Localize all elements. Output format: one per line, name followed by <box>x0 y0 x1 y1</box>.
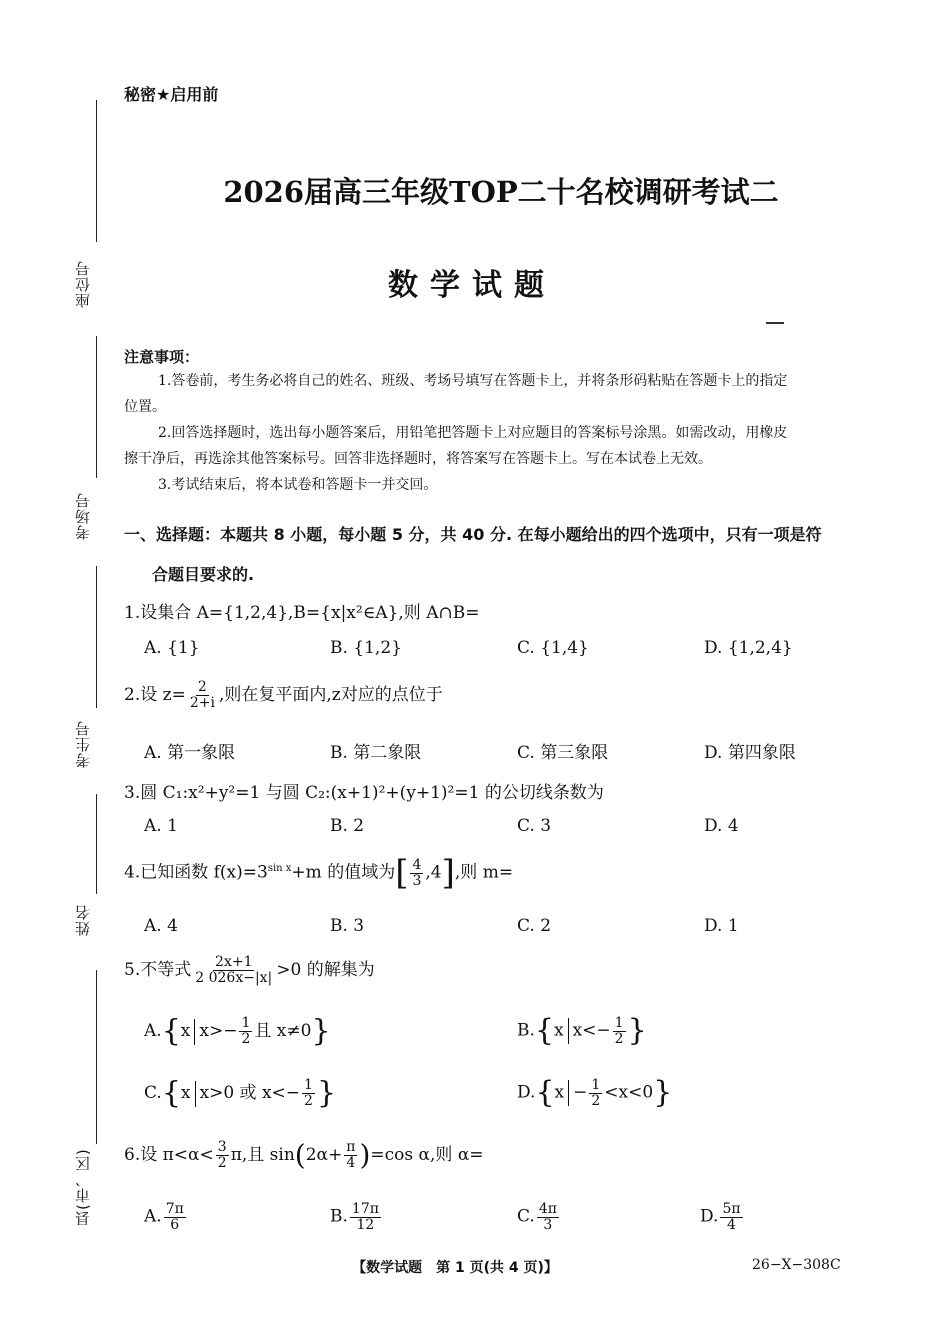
q5-fraction <box>193 955 274 985</box>
q1-option-d: D. {1,2,4} <box>704 638 793 658</box>
q5-a-brace-r: } <box>311 1013 331 1049</box>
q2-frac-den: 2+i <box>189 695 215 711</box>
q5-a-bar <box>194 1019 195 1045</box>
q6-c-den: 3 <box>543 1216 553 1233</box>
q5-c-fraction <box>302 1078 315 1108</box>
q5-frac-num: 2x+1 <box>215 954 253 971</box>
q4-exponent: sin x <box>267 862 292 874</box>
q6-frac-den: 2 <box>217 1155 227 1171</box>
mark-tilde <box>766 322 784 324</box>
q2-option-c: C. 第三象限 <box>517 743 609 763</box>
q2-option-b: B. 第二象限 <box>330 743 422 763</box>
q5-d-den: 2 <box>591 1092 601 1109</box>
q5-d-brace-r: } <box>653 1075 673 1111</box>
margin-label-student: 考生号 <box>74 720 92 768</box>
margin-label-room: 考场号 <box>74 492 92 540</box>
q2-option-a: A. 第一象限 <box>144 743 236 763</box>
page-title: 2026届高三年级TOP二十名校调研考试二 <box>223 175 779 209</box>
q5-d-tail: <x<0 <box>604 1082 654 1103</box>
page-subtitle: 数学试题 <box>388 268 556 303</box>
q5-b-den: 2 <box>614 1030 624 1047</box>
q5-frac-den: 2 026x−|x| <box>195 970 273 986</box>
q6-stem-mid: π,且 sin <box>230 1145 295 1165</box>
q6-option-c <box>517 1202 561 1232</box>
notes-heading: 注意事项： <box>124 348 200 366</box>
q5-stem-post: >0 的解集为 <box>276 960 375 980</box>
q6-stem-post: =cos α,则 α= <box>370 1145 484 1165</box>
q4-stem-tail: ,则 m= <box>454 862 514 883</box>
q5-d-bar <box>568 1080 569 1106</box>
q6-d-num: 5π <box>722 1201 741 1217</box>
note-3: 3.考试结束后，将本试卷和答题卡一并交回。 <box>158 477 438 493</box>
q1-stem: 1.设集合 A={1,2,4},B={x|x²∈A},则 A∩B= <box>124 603 480 623</box>
q2-stem <box>124 680 443 711</box>
q5-b-fraction <box>613 1016 626 1046</box>
q5-d-var: x <box>554 1082 565 1103</box>
q1-option-a: A. {1} <box>144 638 200 658</box>
q6-paren-r: ) <box>359 1138 371 1172</box>
q6-inner-pre: 2α+ <box>305 1145 343 1165</box>
q4-frac-den: 3 <box>412 872 422 889</box>
q5-b-bar <box>568 1018 569 1044</box>
q1-option-c: C. {1,4} <box>517 638 589 658</box>
q5-c-label: C. <box>144 1083 162 1103</box>
q5-a-label: A. <box>144 1021 162 1041</box>
q5-option-c <box>144 1075 337 1111</box>
q5-c-brace-r: } <box>316 1075 337 1111</box>
q3-option-a: A. 1 <box>144 816 178 836</box>
section-heading-line1: 一、选择题：本题共 8 小题，每小题 5 分，共 40 分. 在每小题给出的四个选项中，只有一项是符 <box>124 525 822 544</box>
q5-b-var: x <box>554 1020 564 1041</box>
q4-stem <box>124 853 514 893</box>
q3-option-c: C. 3 <box>517 816 552 836</box>
secret-label: 秘密★启用前 <box>124 85 219 104</box>
q6-b-fraction <box>350 1202 381 1232</box>
q6-b-label: B. <box>330 1206 348 1227</box>
q6-c-label: C. <box>517 1206 535 1227</box>
q5-c-brace-l: { <box>161 1075 181 1111</box>
q5-a-brace-l: { <box>161 1013 181 1049</box>
q5-option-a <box>144 1013 331 1049</box>
q3-option-d: D. 4 <box>704 816 739 836</box>
q5-a-var: x <box>180 1021 191 1041</box>
q5-a-cond: x>− <box>199 1021 238 1041</box>
q6-b-den: 12 <box>356 1216 375 1233</box>
q6-inner-num: π <box>346 1139 356 1156</box>
q6-a-label: A. <box>144 1206 162 1227</box>
q4-frac-num: 4 <box>412 856 422 873</box>
q5-d-fraction <box>589 1078 602 1108</box>
q4-stem-pre: 4.已知函数 f(x)=3 <box>124 862 268 883</box>
q5-a-fraction <box>239 1016 252 1046</box>
q6-option-a <box>144 1202 188 1232</box>
q4-option-b: B. 3 <box>330 916 365 936</box>
q6-paren-l: ( <box>294 1138 306 1172</box>
q5-d-cond: − <box>573 1082 588 1103</box>
q6-a-fraction <box>164 1202 186 1232</box>
q6-option-d <box>700 1202 745 1232</box>
q6-d-label: D. <box>700 1206 719 1227</box>
q6-stem <box>124 1140 484 1171</box>
q5-d-label: D. <box>517 1082 536 1103</box>
section-heading-line2: 合题目要求的. <box>152 565 255 584</box>
q4-stem-post: ,4 <box>425 862 442 883</box>
q2-stem-pre: 2.设 z= <box>124 685 186 705</box>
q2-frac-num: 2 <box>197 679 207 696</box>
q5-a-num: 1 <box>241 1015 251 1032</box>
q2-fraction <box>188 680 217 710</box>
q5-c-num: 1 <box>304 1077 313 1094</box>
q6-frac-num: 3 <box>217 1139 227 1156</box>
q4-bracket-right: ] <box>441 853 455 893</box>
q5-stem-pre: 5.不等式 <box>124 960 192 980</box>
q6-stem-pre: 6.设 π<α< <box>124 1145 214 1165</box>
q5-b-num: 1 <box>614 1015 624 1031</box>
q4-stem-mid: +m 的值域为 <box>291 862 396 883</box>
q6-d-fraction <box>720 1202 742 1232</box>
q4-option-a: A. 4 <box>144 916 178 936</box>
q5-option-d <box>517 1075 673 1111</box>
margin-label-seat: 座位号 <box>74 260 92 308</box>
q5-b-brace-l: { <box>534 1013 554 1049</box>
margin-line-student <box>96 566 97 708</box>
q6-b-num: 17π <box>351 1201 379 1217</box>
footer-code: 26−X−308C <box>752 1257 841 1273</box>
q5-b-brace-r: } <box>627 1013 647 1049</box>
margin-line-county <box>96 970 97 1144</box>
q6-fraction <box>216 1140 229 1170</box>
q5-c-bar <box>195 1081 196 1107</box>
q6-a-num: 7π <box>165 1201 184 1217</box>
margin-label-county: 县(市、区) <box>74 1148 92 1226</box>
q6-c-num: 4π <box>538 1201 557 1217</box>
q4-option-d: D. 1 <box>704 916 739 936</box>
note-1b: 位置。 <box>124 399 166 415</box>
q6-a-den: 6 <box>170 1216 180 1233</box>
q5-d-num: 1 <box>591 1077 601 1093</box>
q6-d-den: 4 <box>727 1216 736 1233</box>
q4-bracket-left: [ <box>395 853 409 893</box>
q5-c-den: 2 <box>304 1093 313 1109</box>
note-1a: 1.答卷前，考生务必将自己的姓名、班级、考场号填写在答题卡上，并将条形码粘贴在答题卡上的指定 <box>158 373 788 389</box>
q6-option-b <box>330 1202 383 1232</box>
q5-b-cond: x<− <box>572 1020 611 1041</box>
q5-option-b <box>517 1013 647 1049</box>
margin-line-name <box>96 794 97 894</box>
q5-d-brace-l: { <box>535 1075 555 1111</box>
q5-c-cond: x>0 或 x<− <box>199 1083 301 1103</box>
q5-b-label: B. <box>517 1020 535 1041</box>
q5-a-tail: 且 x≠0 <box>254 1021 312 1041</box>
q2-option-d: D. 第四象限 <box>704 743 796 763</box>
margin-label-name: 姓名 <box>74 904 92 936</box>
q4-fraction <box>410 858 423 888</box>
q4-option-c: C. 2 <box>517 916 552 936</box>
q6-c-fraction <box>537 1202 559 1232</box>
q3-option-b: B. 2 <box>330 816 365 836</box>
footer-page: 【数学试题 第 1 页(共 4 页)】 <box>352 1260 558 1276</box>
q3-stem: 3.圆 C₁:x²+y²=1 与圆 C₂:(x+1)²+(y+1)²=1 的公切线条数为 <box>124 783 604 803</box>
note-2b: 擦干净后，再选涂其他答案标号。回答非选择题时，将答案写在答题卡上。写在本试卷上无效。 <box>124 451 712 467</box>
margin-line-room <box>96 336 97 478</box>
q5-c-var: x <box>180 1083 191 1103</box>
note-2a: 2.回答选择题时，选出每小题答案后，用铅笔把答题卡上对应题目的答案标号涂黑。如需改动，用橡皮 <box>158 425 788 441</box>
q6-inner-den: 4 <box>346 1155 356 1171</box>
q2-stem-post: ,则在复平面内,z对应的点位于 <box>218 685 443 705</box>
q6-inner-fraction <box>344 1140 357 1170</box>
q5-a-den: 2 <box>241 1031 251 1047</box>
q1-option-b: B. {1,2} <box>330 638 402 658</box>
q5-stem <box>124 955 375 986</box>
